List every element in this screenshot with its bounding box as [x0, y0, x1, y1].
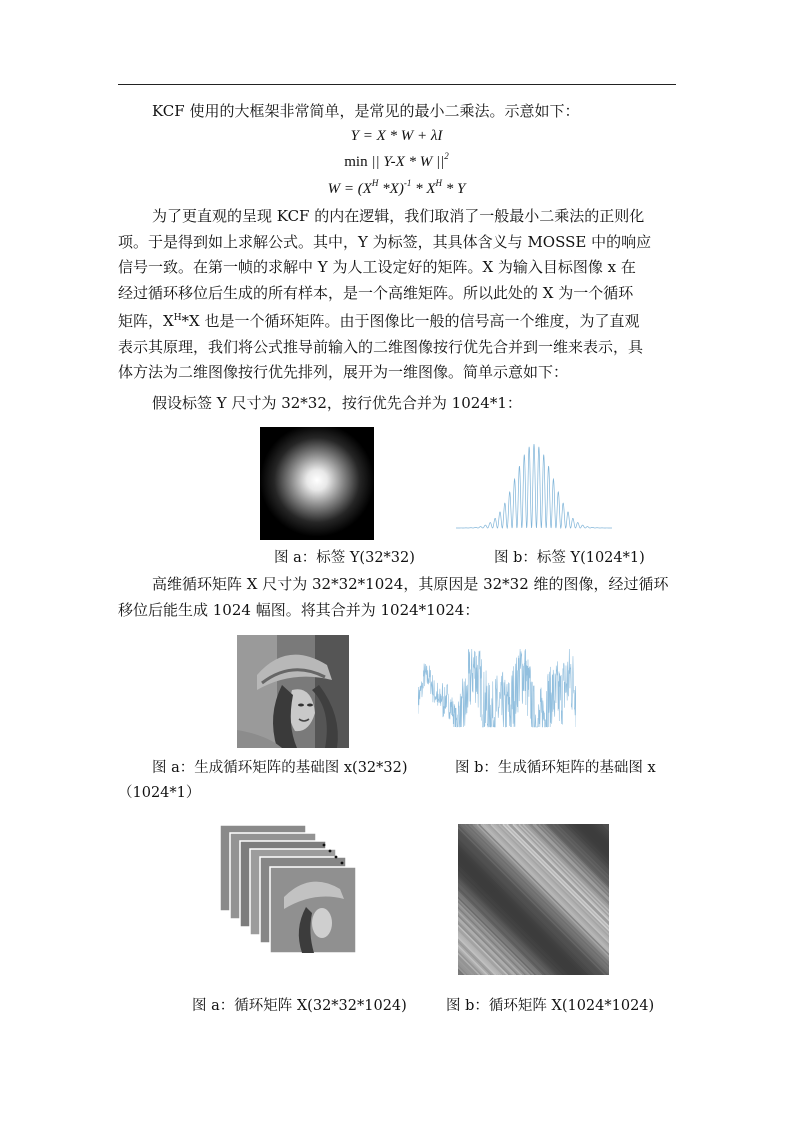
eq3-part-a: W = (X [327, 181, 372, 197]
eq3-part-c: * X [411, 181, 436, 197]
para1-line-3: 信号一致。在第一帧的求解中 Y 为人工设定好的矩阵。X 为输入目标图像 x 在 [118, 258, 636, 276]
para1-line-5b: *X 也是一个循环矩阵。由于图像比一般的信号高一个维度，为了直观 [181, 312, 640, 330]
paragraph-3 [118, 572, 676, 623]
para1-line-5a: 矩阵，X [118, 312, 174, 330]
eq3-part-d: * Y [442, 181, 466, 197]
para1-line-6: 表示其原理，我们将公式推导前输入的二维图像按行优先合并到一维来表示，具 [118, 337, 644, 356]
lena-1d-signal-plot [418, 643, 576, 731]
para3-line-2: 移位后能生成 1024 幅图。将其合并为 1024*1024： [118, 600, 480, 619]
para1-line-7: 体方法为二维图像按行优先排列，展开为一维图像。简单示意如下： [118, 363, 569, 381]
lena-base-image [237, 635, 349, 748]
paragraph-1 [118, 204, 676, 386]
paragraph-2: 假设标签 Y 尺寸为 32*32，按行优先合并为 1024*1： [152, 394, 522, 412]
para1-line-1: 为了更直观的呈现 KCF 的内在逻辑，我们取消了一般最小二乘法的正则化 [152, 207, 645, 225]
eq3-sup-1: H [371, 178, 379, 188]
para1-sup-h: H [173, 313, 182, 323]
eq3-sup-3: H [435, 178, 443, 188]
equation-1: Y = X * W + λI [350, 128, 443, 144]
para1-line-5 [118, 306, 676, 335]
stacked-shifted-images [220, 825, 360, 975]
circulant-matrix-image [458, 824, 609, 975]
eq3-sup-2: -1 [403, 178, 412, 188]
para1-line-4: 经过循环移位后生成的所有样本，是一个高维矩阵。所以此处的 X 为一个循环 [118, 283, 634, 302]
caption-2a: 图 a：生成循环矩阵的基础图 x(32*32) [152, 760, 408, 776]
caption-3a: 图 a：循环矩阵 X(32*32*1024) [192, 998, 407, 1014]
eq3-part-b: *X) [378, 181, 404, 197]
caption-1a: 图 a：标签 Y(32*32) [274, 550, 415, 566]
equation-2: min || Y-X * W $||^2$ [344, 151, 449, 170]
caption-3b: 图 b：循环矩阵 X(1024*1024) [446, 998, 655, 1014]
intro-text: KCF 使用的大框架非常简单，是常见的最小二乘法。示意如下： [152, 102, 580, 120]
header-rule [118, 84, 676, 85]
equation-2-sup: 2 [444, 151, 449, 161]
equation-3 [0, 178, 793, 198]
para1-line-2: 项。于是得到如上求解公式。其中，Y 为标签，其具体含义与 MOSSE 中的响应 [118, 232, 652, 251]
para3-line-1: 高维循环矩阵 X 尺寸为 32*32*1024，其原因是 32*32 维的图像，经过循环 [152, 575, 669, 593]
gaussian-label-image [260, 427, 374, 540]
caption-1b: 图 b：标签 Y(1024*1) [494, 550, 645, 566]
label-1d-signal-plot [456, 440, 612, 530]
caption-2b-cont: （1024*1） [118, 785, 201, 801]
caption-2b: 图 b：生成循环矩阵的基础图 x [455, 760, 656, 776]
